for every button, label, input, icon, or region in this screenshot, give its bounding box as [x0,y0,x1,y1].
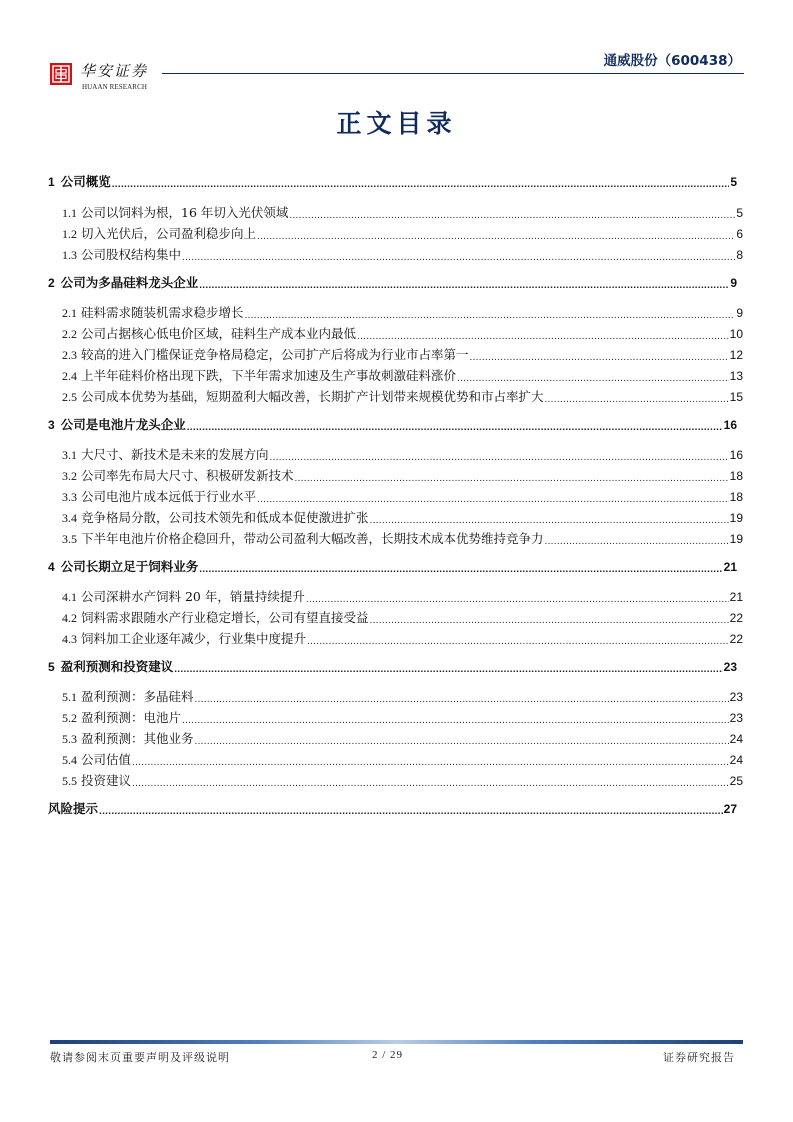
toc-dot-leader [457,369,729,382]
page-number: 2 / 29 [372,1049,404,1061]
toc-entry-title: 大尺寸、新技术是未来的发展方向 [81,447,269,462]
toc-subsection-entry[interactable] [62,729,743,747]
toc-subsection-entry[interactable] [62,771,743,789]
toc-section-entry[interactable] [48,657,737,675]
toc-entry-label [62,245,181,263]
toc-subsection-entry[interactable] [62,529,743,547]
toc-subsection-entry[interactable] [62,608,743,626]
toc-entry-title: 公司估值 [81,752,132,767]
toc-entry-label [48,172,111,190]
toc-entry-number: 5.2 [62,711,77,725]
toc-subsection-entry[interactable] [62,324,743,342]
toc-entry-title: 公司电池片成本远低于行业水平 [81,489,257,504]
toc-subsection-entry[interactable] [62,345,743,363]
toc-entry-label [62,529,544,547]
toc-section-entry[interactable] [48,799,737,817]
toc-entry-title: 公司股权结构集中 [81,247,182,262]
toc-subsection-entry[interactable] [62,508,743,526]
toc-subsection-entry[interactable] [62,245,743,263]
toc-entry-page: 18 [729,490,743,504]
toc-entry-page: 19 [729,532,743,546]
toc-entry-title: 硅料需求随装机需求稳步增长 [81,305,244,320]
toc-dot-leader [195,690,729,703]
toc-dot-leader [370,611,729,624]
toc-entry-number: 5.1 [62,690,77,704]
toc-dot-leader [245,306,736,319]
toc-entry-label [62,466,294,484]
toc-entry-title: 盈利预测和投资建议 [60,659,174,674]
toc-entry-number: 4.2 [62,611,77,625]
toc-entry-title: 公司占据核心低电价区域，硅料生产成本业内最低 [81,326,357,341]
toc-entry-page: 22 [729,611,743,625]
toc-subsection-entry[interactable] [62,366,743,384]
toc-entry-label [62,203,288,221]
toc-dot-leader [295,469,729,482]
toc-entry-title: 盈利预测：多晶硅料 [81,689,194,704]
toc-dot-leader [470,348,729,361]
toc-subsection-entry[interactable] [62,629,743,647]
toc-entry-page: 10 [729,327,743,341]
toc-dot-leader [182,711,729,724]
toc-entry-label [62,587,305,605]
toc-dot-leader [187,418,723,431]
toc-subsection-entry[interactable] [62,445,743,463]
toc-dot-leader [270,448,729,461]
toc-entry-page: 15 [729,390,743,404]
toc-entry-page: 23 [723,660,737,674]
toc-entry-title: 上半年硅料价格出现下跌，下半年需求加速及生产事故刺激硅料涨价 [81,368,457,383]
toc-subsection-entry[interactable] [62,303,743,321]
toc-entry-page: 19 [729,511,743,525]
toc-dot-leader [357,327,729,340]
toc-entry-number: 4 [48,560,55,574]
toc-dot-leader [199,276,729,289]
toc-entry-title: 公司深耕水产饲料 20 年，销量持续提升 [81,589,305,604]
toc-entry-page: 25 [729,774,743,788]
toc-dot-leader [182,248,735,261]
toc-entry-label [62,303,244,321]
toc-entry-label [48,799,98,817]
toc-entry-page: 23 [729,711,743,725]
toc-entry-title: 风险提示 [48,801,99,816]
toc-entry-title: 盈利预测：电池片 [81,710,182,725]
toc-entry-label [62,687,194,705]
toc-dot-leader [99,802,723,815]
toc-entry-number: 2 [48,276,55,290]
toc-entry-number: 3.5 [62,532,77,546]
toc-entry-page: 24 [729,732,743,746]
toc-entry-number: 3.2 [62,469,77,483]
toc-dot-leader [289,206,735,219]
toc-entry-number: 3 [48,418,55,432]
toc-entry-page: 21 [723,560,737,574]
toc-entry-number: 4.1 [62,590,77,604]
toc-subsection-entry[interactable] [62,466,743,484]
toc-entry-page: 9 [736,306,743,320]
toc-entry-page: 23 [729,690,743,704]
page-header [0,0,793,100]
toc-entry-title: 公司为多晶硅料龙头企业 [60,275,199,290]
toc-entry-title: 投资建议 [81,773,132,788]
toc-entry-number: 2.4 [62,369,77,383]
toc-entry-number: 1.2 [62,227,77,241]
toc-subsection-entry[interactable] [62,587,743,605]
toc-dot-leader [545,532,729,545]
toc-entry-page: 5 [730,175,737,189]
toc-entry-number: 1.1 [62,206,77,220]
toc-entry-page: 21 [729,590,743,604]
toc-dot-leader [545,390,729,403]
toc-entry-title: 公司长期立足于饲料业务 [60,559,199,574]
toc-entry-page: 16 [723,418,737,432]
toc-entry-label [62,487,256,505]
toc-entry-title: 饲料需求跟随水产行业稳定增长，公司有望直接受益 [81,610,369,625]
footer-report-type: 证券研究报告 [663,1051,735,1064]
footer-disclaimer: 敬请参阅末页重要声明及评级说明 [50,1051,230,1064]
toc-entry-page: 24 [729,753,743,767]
toc-dot-leader [132,774,729,787]
toc-entry-label [62,445,269,463]
toc-entry-page: 6 [736,227,743,241]
toc-entry-title: 公司成本优势为基础，短期盈利大幅改善，长期扩产计划带来规模优势和市占率扩大 [81,389,544,404]
toc-entry-page: 9 [730,276,737,290]
toc-entry-label [62,345,469,363]
toc-subsection-entry[interactable] [62,708,743,726]
toc-subsection-entry[interactable] [62,203,743,221]
logo-english-name: HUAAN RESEARCH [82,83,147,91]
logo-chinese-name: 华安证券 [80,62,149,80]
toc-dot-leader [307,632,729,645]
toc-entry-page: 27 [723,802,737,816]
toc-dot-leader [306,590,729,603]
toc-entry-label [62,508,369,526]
toc-entry-title: 盈利预测：其他业务 [81,731,194,746]
huaan-logo-icon [50,63,72,85]
toc-entry-page: 5 [736,206,743,220]
toc-entry-label [62,366,456,384]
toc-subsection-entry[interactable] [62,750,743,768]
toc-entry-title: 竞争格局分散，公司技术领先和低成本促使激进扩张 [81,510,369,525]
toc-entry-title: 切入光伏后，公司盈利稳步向上 [81,226,257,241]
toc-entry-label [48,557,198,575]
toc-entry-number: 2.1 [62,306,77,320]
toc-entry-number: 3.3 [62,490,77,504]
toc-entry-title: 较高的进入门槛保证竞争格局稳定，公司扩产后将成为行业市占率第一 [81,347,469,362]
toc-entry-label [48,657,173,675]
toc-entry-page: 8 [736,248,743,262]
toc-entry-label [62,708,181,726]
toc-subsection-entry[interactable] [62,687,743,705]
toc-entry-number: 5.3 [62,732,77,746]
toc-entry-number: 3.1 [62,448,77,462]
toc-entry-label [62,771,131,789]
toc-entry-label [62,750,131,768]
toc-entry-label [62,608,369,626]
toc-entry-number: 5 [48,660,55,674]
footer-divider [50,1040,743,1044]
toc-entry-number: 5.5 [62,774,77,788]
toc-entry-label [48,415,186,433]
toc-entry-page: 22 [729,632,743,646]
toc-entry-number: 3.4 [62,511,77,525]
toc-dot-leader [174,660,722,673]
toc-entry-label [62,629,306,647]
toc-entry-title: 下半年电池片价格企稳回升，带动公司盈利大幅改善，长期技术成本优势维持竞争力 [81,531,544,546]
toc-entry-page: 18 [729,469,743,483]
toc-dot-leader [370,511,729,524]
toc-dot-leader [257,490,729,503]
toc-dot-leader [132,753,729,766]
page-title: 正文目录 [336,109,457,138]
toc-section-entry[interactable] [48,273,737,291]
toc-entry-title: 公司是电池片龙头企业 [60,417,186,432]
toc-entry-number: 5.4 [62,753,77,767]
toc-entry-page: 16 [729,448,743,462]
toc-entry-number: 1.3 [62,248,77,262]
toc-dot-leader [199,560,722,573]
toc-subsection-entry[interactable] [62,387,743,405]
toc-section-entry[interactable] [48,415,737,433]
toc-section-entry[interactable] [48,557,737,575]
toc-entry-number: 2.3 [62,348,77,362]
toc-entry-title: 公司概览 [60,174,111,189]
toc-entry-title: 公司率先布局大尺寸、积极研发新技术 [81,468,294,483]
toc-entry-label [62,387,544,405]
toc-subsection-entry[interactable] [62,487,743,505]
toc-entry-label [62,729,194,747]
toc-entry-number: 1 [48,175,55,189]
toc-dot-leader [257,227,735,240]
toc-subsection-entry[interactable] [62,224,743,242]
toc-entry-number: 2.2 [62,327,77,341]
toc-entry-title: 公司以饲料为根，16 年切入光伏领域 [81,205,289,220]
toc-entry-page: 12 [729,348,743,362]
stock-name: 通威股份（600438） [603,53,741,69]
toc-dot-leader [112,175,730,188]
toc-entry-label [48,273,198,291]
toc-entry-label [62,324,356,342]
toc-dot-leader [195,732,729,745]
toc-entry-number: 2.5 [62,390,77,404]
toc-entry-title: 饲料加工企业逐年减少，行业集中度提升 [81,631,307,646]
toc-entry-page: 13 [729,369,743,383]
toc-entry-number: 4.3 [62,632,77,646]
toc-entry-label [62,224,256,242]
toc-section-entry[interactable] [48,172,737,190]
header-divider [162,73,744,74]
